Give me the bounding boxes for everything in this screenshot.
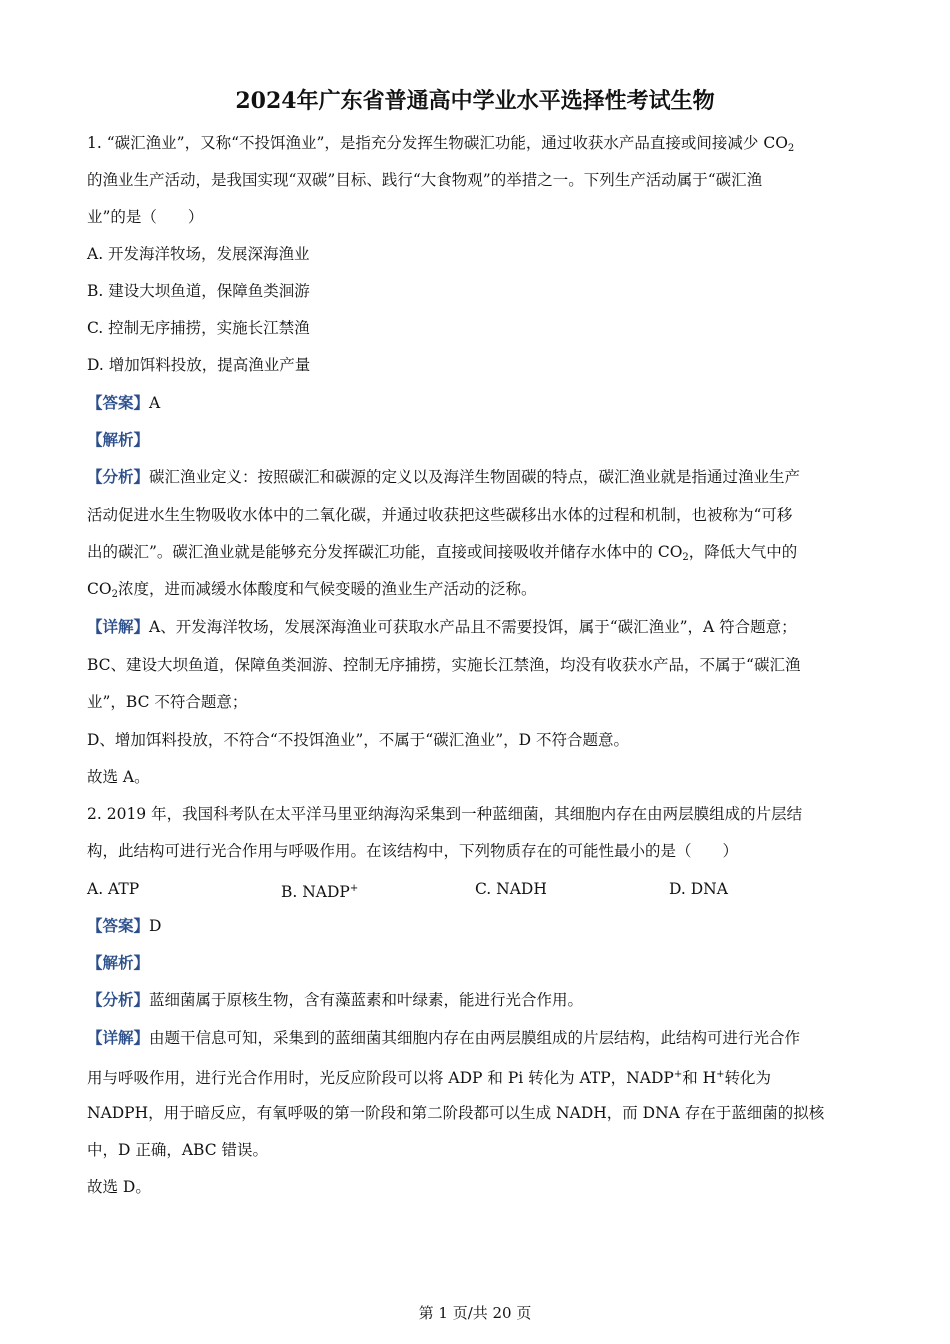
answer-tag: 【答案】 bbox=[87, 916, 150, 935]
q2-xiangjie-line-3: NADPH，用于暗反应，有氧呼吸的第一阶段和第二阶段都可以生成 NADH，而 DNA 存在于蓝细菌的拟核 bbox=[87, 1104, 825, 1122]
jiexi-tag: 【解析】 bbox=[87, 430, 150, 449]
q2-option-d: D. DNA bbox=[669, 880, 728, 898]
q2-conclusion: 故选 D。 bbox=[87, 1178, 151, 1196]
xiangjie-text: 用与呼吸作用，进行光合作用时，光反应阶段可以将 ADP 和 Pi 转化为 ATP，NADP bbox=[87, 1069, 674, 1087]
q1-jiexi bbox=[87, 430, 867, 450]
q2-option-b bbox=[281, 879, 358, 902]
q2-xiangjie-line-4: 中，D 正确，ABC 错误。 bbox=[87, 1141, 269, 1159]
fenxi-text: ，降低大气中的 bbox=[688, 543, 798, 561]
q1-xiangjie-line-4: D、增加饵料投放，不符合“不投饵渔业”，不属于“碳汇渔业”，D 不符合题意。 bbox=[87, 731, 629, 749]
fenxi-text: CO bbox=[87, 580, 112, 598]
q1-stem-line-3: 业”的是（ ） bbox=[87, 208, 204, 226]
q1-stem-line-1 bbox=[87, 133, 867, 159]
jiexi-tag: 【解析】 bbox=[87, 953, 150, 972]
xiangjie-text: 由题干信息可知，采集到的蓝细菌其细胞内存在由两层膜组成的片层结构，此结构可进行光合作 bbox=[149, 1029, 801, 1047]
xiangjie-tag: 【详解】 bbox=[87, 1028, 150, 1047]
xiangjie-tag: 【详解】 bbox=[87, 617, 150, 636]
q1-answer bbox=[87, 393, 867, 413]
q2-xiangjie-line-2 bbox=[87, 1065, 867, 1088]
superscript: + bbox=[349, 883, 359, 894]
q2-stem-line-2: 构，此结构可进行光合作用与呼吸作用。在该结构中，下列物质存在的可能性最小的是（ ） bbox=[87, 842, 739, 860]
subscript: 2 bbox=[111, 589, 118, 600]
q1-option-b: B. 建设大坝鱼道，保障鱼类洄游 bbox=[87, 282, 310, 300]
option-text: B. NADP bbox=[281, 883, 350, 901]
q1-conclusion: 故选 A。 bbox=[87, 768, 150, 786]
q1-stem-text: 1. “碳汇渔业”，又称“不投饵渔业”，是指充分发挥生物碳汇功能，通过收获水产品直接或间接减少 CO bbox=[87, 134, 788, 152]
page-title: 2024年广东省普通高中学业水平选择性考试生物 bbox=[235, 88, 715, 114]
fenxi-tag: 【分析】 bbox=[87, 467, 150, 486]
answer-value: D bbox=[149, 917, 162, 935]
answer-tag: 【答案】 bbox=[87, 393, 150, 412]
q1-fenxi-line-2: 活动促进水生生物吸收水体中的二氧化碳，并通过收获把这些碳移出水体的过程和机制，也被称为“可移 bbox=[87, 506, 793, 524]
q2-jiexi bbox=[87, 953, 867, 973]
fenxi-text: 出的碳汇”。碳汇渔业就是能够充分发挥碳汇功能，直接或间接吸收并储存水体中的 CO bbox=[87, 543, 683, 561]
page-footer: 第 1 页/共 20 页 bbox=[418, 1304, 532, 1322]
xiangjie-text: 和 H bbox=[682, 1069, 717, 1087]
superscript: + bbox=[716, 1069, 725, 1080]
q2-fenxi-line-1 bbox=[87, 990, 867, 1010]
q1-option-a: A. 开发海洋牧场，发展深海渔业 bbox=[87, 245, 310, 263]
fenxi-text: 蓝细菌属于原核生物，含有藻蓝素和叶绿素，能进行光合作用。 bbox=[149, 991, 584, 1009]
q1-fenxi-line-1 bbox=[87, 467, 867, 487]
q1-fenxi-line-4 bbox=[87, 579, 867, 605]
q1-fenxi-line-3 bbox=[87, 542, 867, 568]
q1-option-d: D. 增加饵料投放，提高渔业产量 bbox=[87, 356, 311, 374]
q2-xiangjie-line-1 bbox=[87, 1028, 867, 1048]
answer-value: A bbox=[149, 394, 161, 412]
q1-xiangjie-line-3: 业”，BC 不符合题意； bbox=[87, 693, 248, 711]
fenxi-tag: 【分析】 bbox=[87, 990, 150, 1009]
q1-xiangjie-line-2: BC、建设大坝鱼道，保障鱼类洄游、控制无序捕捞，实施长江禁渔，均没有收获水产品，不属于“碳汇渔 bbox=[87, 656, 801, 674]
xiangjie-text: 转化为 bbox=[724, 1069, 772, 1087]
fenxi-text: 碳汇渔业定义：按照碳汇和碳源的定义以及海洋生物固碳的特点，碳汇渔业就是指通过渔业生产 bbox=[149, 468, 801, 486]
fenxi-text: 浓度，进而减缓水体酸度和气候变暖的渔业生产活动的泛称。 bbox=[117, 580, 537, 598]
subscript: 2 bbox=[682, 552, 689, 563]
q2-answer bbox=[87, 916, 867, 936]
q1-xiangjie-line-1 bbox=[87, 617, 867, 637]
subscript: 2 bbox=[787, 143, 795, 154]
q1-option-c: C. 控制无序捕捞，实施长江禁渔 bbox=[87, 319, 310, 337]
q2-option-c: C. NADH bbox=[475, 880, 547, 898]
q2-stem-line-1: 2. 2019 年，我国科考队在太平洋马里亚纳海沟采集到一种蓝细菌，其细胞内存在由两层膜组成的片层结 bbox=[87, 805, 803, 823]
q2-option-a: A. ATP bbox=[87, 880, 140, 898]
q1-stem-line-2: 的渔业生产活动，是我国实现“双碳”目标、践行“大食物观”的举措之一。下列生产活动属于“碳汇渔 bbox=[87, 171, 763, 189]
superscript: + bbox=[673, 1069, 683, 1080]
xiangjie-text: A、开发海洋牧场，发展深海渔业可获取水产品且不需要投饵，属于“碳汇渔业”，A 符合题意； bbox=[149, 618, 797, 636]
